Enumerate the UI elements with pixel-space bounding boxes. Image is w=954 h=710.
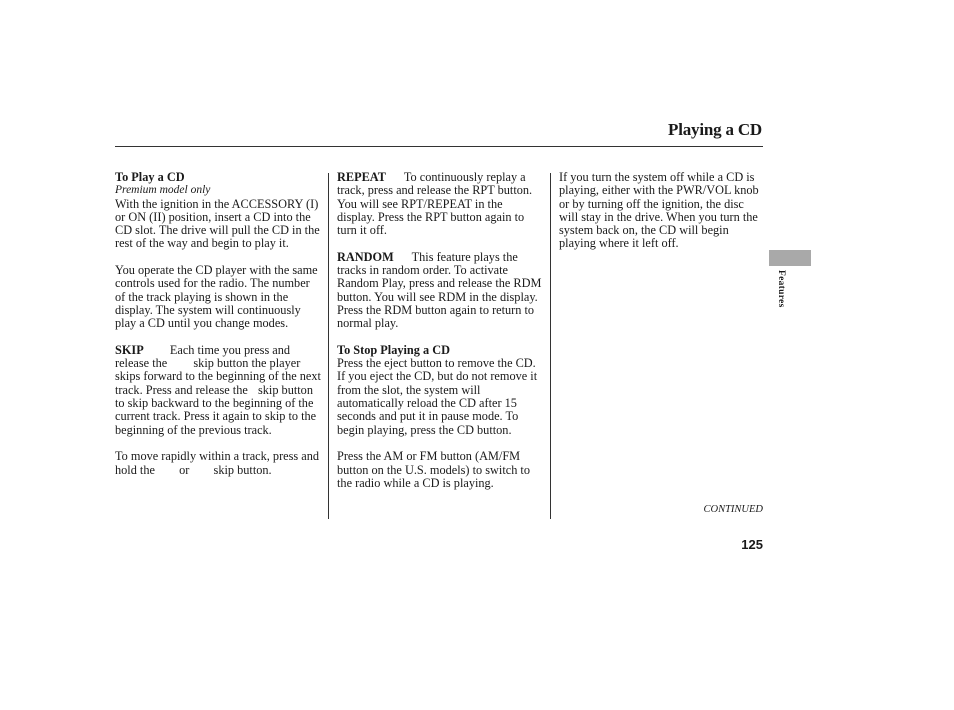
column-divider-1 [328, 173, 329, 519]
skip-label: SKIP [115, 342, 144, 357]
random-text: This feature plays the tracks in random order. To activate Random Play, press and release the RDM button. You will see RDM in the display. Press the RDM button again to return to normal play. [337, 249, 542, 331]
play-cd-heading: To Play a CD [115, 170, 185, 184]
skip-paragraph [115, 344, 323, 437]
play-cd-section [115, 171, 323, 251]
premium-model-note: Premium model only [115, 184, 211, 197]
stop-heading: To Stop Playing a CD [337, 342, 450, 357]
random-paragraph [337, 251, 543, 331]
skip-text-c: skip button to skip backward to the beginning of the current track. Press it again to skip to the beginning of the previous track. [115, 382, 317, 437]
rapid-or: or [179, 462, 190, 477]
title-rule [115, 146, 763, 147]
skip-text-b: skip button the player skips forward to the beginning of the next track. Press and release the [115, 356, 321, 397]
stop-text: Press the eject button to remove the CD. If you eject the CD, but do not remove it from the slot, the system will automatically reload the CD after 15 seconds and put it in pause mode. To begin playing, press the CD button. [337, 356, 538, 437]
column-1 [115, 171, 323, 490]
column-3 [559, 171, 765, 264]
section-tab-label: Features [776, 270, 786, 308]
controls-paragraph: You operate the CD player with the same controls used for the radio. The number of the track playing is shown in the display. The system will continuously play a CD until you change modes. [115, 263, 318, 331]
page-title: Playing a CD [668, 120, 762, 139]
random-label: RANDOM [337, 249, 394, 264]
stop-section [337, 344, 543, 437]
repeat-text: To continuously replay a track, press and release the RPT button. You will see RPT/REPEAT in the display. Press the RPT button again to turn it off. [337, 170, 533, 238]
page-number: 125 [741, 537, 763, 552]
radio-paragraph: Press the AM or FM button (AM/FM button on the U.S. models) to switch to the radio while a CD is playing. [337, 449, 530, 490]
rapid-text-a: To move rapidly within a track, press and hold the [115, 449, 320, 477]
continued-note: CONTINUED [703, 504, 763, 515]
section-tab [769, 250, 811, 266]
repeat-label: REPEAT [337, 170, 386, 184]
column-2 [337, 171, 543, 503]
play-cd-text: With the ignition in the ACCESSORY (I) or ON (II) position, insert a CD into the CD slot. The drive will pull the CD in the rest of the way and begin to play it. [115, 196, 320, 251]
rapid-text-b: skip button. [213, 462, 272, 477]
repeat-paragraph [337, 171, 543, 237]
rapid-move-paragraph [115, 450, 323, 477]
system-off-paragraph: If you turn the system off while a CD is playing, either with the PWR/VOL knob or by turning off the ignition, the disc will stay in the drive. When you turn the system back on, the CD will begin playing where it left off. [559, 170, 759, 251]
column-divider-2 [550, 173, 551, 519]
skip-text-a: Each time you press and release the [115, 342, 291, 371]
